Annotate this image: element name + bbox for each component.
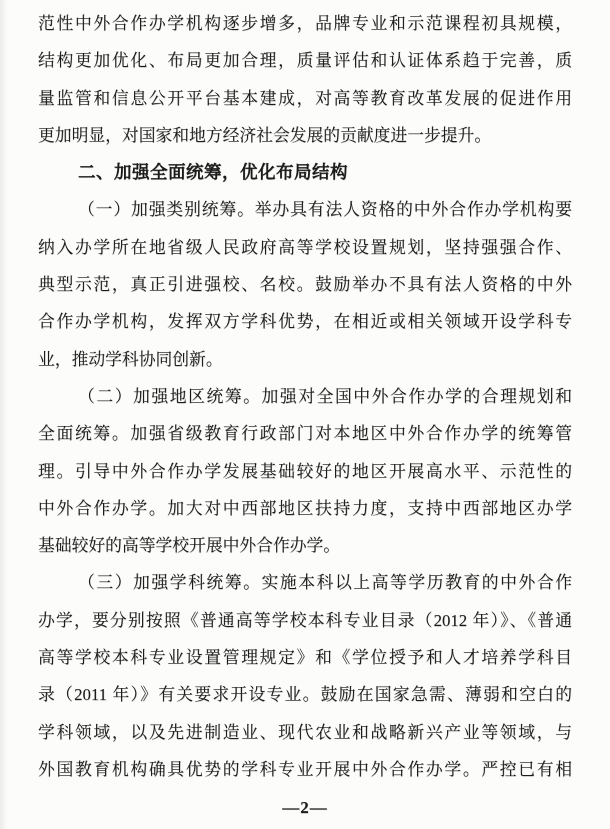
paragraph-item-3: [38, 564, 572, 788]
text-line: 全面统筹。加强省级教育行政部门对本地区中外合作办学的统筹管: [38, 424, 572, 444]
text-line: 量监管和信息公开平台基本建成，对高等教育改革发展的促进作用: [38, 88, 572, 108]
text-line: （二）加强地区统筹。加强对全国中外合作办学的合理规划和: [78, 386, 572, 406]
text-line: 学科领域，以及先进制造业、现代农业和战略新兴产业等领域，与: [38, 722, 572, 742]
text-line: （三）加强学科统筹。实施本科以上高等学历教育的中外合作: [78, 573, 572, 593]
text-line: 业，推动学科协同创新。: [38, 349, 223, 369]
text-line: 二、加强全面统筹，优化布局结构: [78, 162, 348, 183]
text-line: 结构更加优化、布局更加合理，质量评估和认证体系趋于完善，质: [38, 51, 572, 71]
text-line: 理。引导中外合作办学发展基础较好的地区开展高水平、示范性的: [38, 461, 572, 481]
document-body: [38, 5, 572, 788]
text-line: 范性中外合作办学机构逐步增多，品牌专业和示范课程初具规模，: [38, 14, 572, 33]
scan-edge-artifact: [0, 0, 7, 829]
text-line: 合作办学机构，发挥双方学科优势，在相近或相关领域开设学科专: [38, 312, 572, 332]
text-line: 录（2011 年）》有关要求开设专业。鼓励在国家急需、薄弱和空白的: [38, 685, 572, 705]
text-line: 办学，要分别按照《普通高等学校本科专业目录（2012 年）》、《普通: [38, 610, 572, 630]
text-line: 外国教育机构确具优势的学科专业开展中外合作办学。严控已有相: [38, 759, 572, 779]
text-line: 典型示范，真正引进强校、名校。鼓励举办不具有法人资格的中外: [38, 275, 572, 295]
text-line: 纳入办学所在地省级人民政府高等学校设置规划，坚持强强合作、: [38, 237, 572, 257]
text-line: （一）加强类别统筹。举办具有法人资格的中外合作办学机构要: [78, 200, 572, 220]
paragraph-item-2: [38, 378, 572, 564]
text-line: 高等学校本科专业设置管理规定》和《学位授予和人才培养学科目: [38, 648, 572, 668]
text-line: 更加明显，对国家和地方经济社会发展的贡献度进一步提升。: [38, 125, 492, 145]
page-number: —2—: [282, 798, 328, 818]
section-heading: [38, 154, 572, 191]
paragraph-continuation: [38, 5, 572, 154]
text-line: 基础较好的高等学校开展中外合作办学。: [38, 536, 341, 556]
text-line: 中外合作办学。加大对中西部地区扶持力度，支持中西部地区办学: [38, 498, 572, 518]
paragraph-item-1: [38, 191, 572, 377]
